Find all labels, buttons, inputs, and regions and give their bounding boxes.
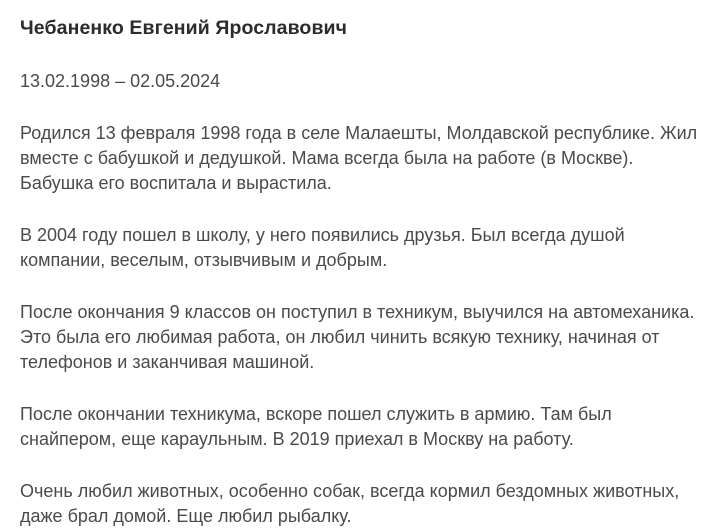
bio-paragraph: Очень любил животных, особенно собак, всегда кормил бездомных животных, даже брал домой. Еще любил рыбалку. bbox=[20, 481, 680, 526]
bio-paragraph: В 2004 году пошел в школу, у него появились друзья. Был всегда душой компании, веселым, отзывчивым и добрым. bbox=[20, 225, 625, 270]
life-dates: 13.02.1998 – 02.05.2024 bbox=[20, 71, 221, 91]
bio-paragraph: После окончании техникума, вскоре пошел служить в армию. Там был снайпером, еще караульным. В 2019 приехал в Москву на работу. bbox=[20, 404, 612, 449]
bio-paragraph: Родился 13 февраля 1998 года в селе Малаешты, Молдавской республике. Жил вместе с бабушкой и дедушкой. Мама всегда была на работе (в Москве). Бабушка его воспитала и вырастила. bbox=[20, 123, 698, 193]
person-name: Чебаненко Евгений Ярославович bbox=[20, 17, 348, 39]
bio-paragraph: После окончания 9 классов он поступил в техникум, выучился на автомеханика. Это была его любимая работа, он любил чинить всякую технику, начиная от телефонов и заканчивая машиной. bbox=[20, 302, 695, 372]
